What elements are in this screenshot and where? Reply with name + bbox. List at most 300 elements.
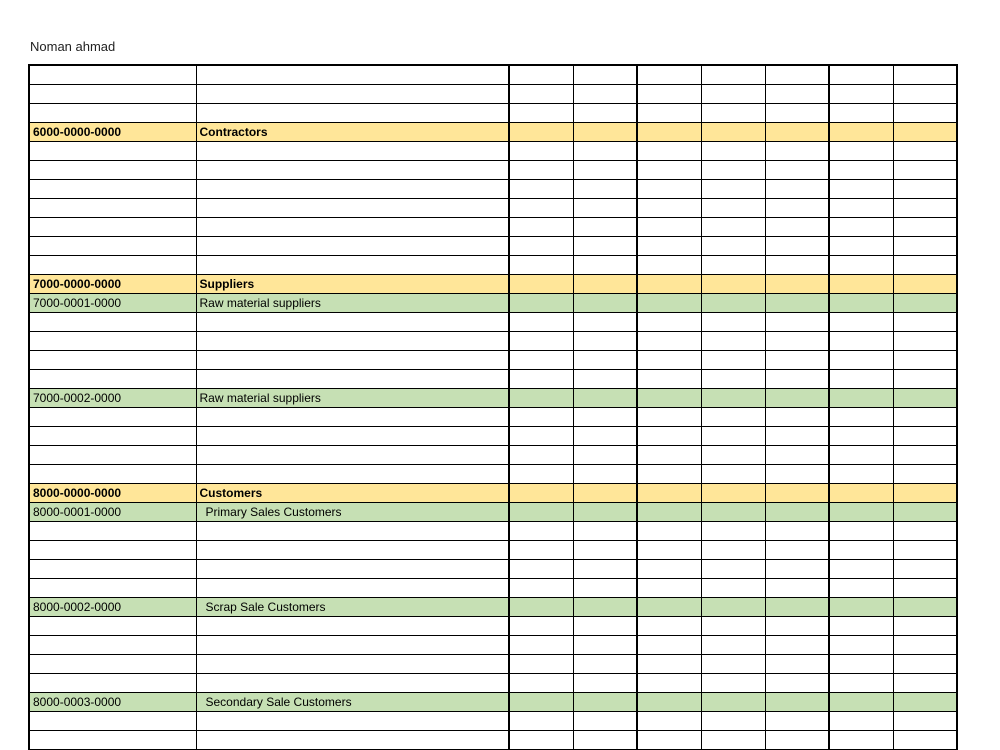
value-cell[interactable] bbox=[765, 579, 829, 598]
value-cell[interactable] bbox=[509, 370, 573, 389]
value-cell[interactable] bbox=[509, 560, 573, 579]
value-cell[interactable] bbox=[765, 522, 829, 541]
account-code-cell[interactable] bbox=[29, 427, 196, 446]
value-cell[interactable] bbox=[509, 541, 573, 560]
account-name-cell[interactable]: Secondary Sale Customers bbox=[196, 693, 509, 712]
value-cell[interactable] bbox=[893, 218, 957, 237]
value-cell[interactable] bbox=[829, 389, 893, 408]
account-name-cell[interactable] bbox=[196, 161, 509, 180]
value-cell[interactable] bbox=[573, 218, 637, 237]
account-code-cell[interactable] bbox=[29, 541, 196, 560]
value-cell[interactable] bbox=[637, 427, 701, 446]
value-cell[interactable] bbox=[509, 332, 573, 351]
value-cell[interactable] bbox=[893, 180, 957, 199]
account-code-cell[interactable] bbox=[29, 370, 196, 389]
value-cell[interactable] bbox=[701, 237, 765, 256]
value-cell[interactable] bbox=[573, 370, 637, 389]
value-cell[interactable] bbox=[893, 465, 957, 484]
value-cell[interactable] bbox=[509, 256, 573, 275]
value-cell[interactable] bbox=[765, 731, 829, 750]
account-code-cell[interactable] bbox=[29, 712, 196, 731]
value-cell[interactable] bbox=[701, 408, 765, 427]
value-cell[interactable] bbox=[701, 503, 765, 522]
value-cell[interactable] bbox=[637, 351, 701, 370]
value-cell[interactable] bbox=[829, 161, 893, 180]
value-cell[interactable] bbox=[829, 522, 893, 541]
value-cell[interactable] bbox=[765, 161, 829, 180]
account-code-cell[interactable] bbox=[29, 313, 196, 332]
value-cell[interactable] bbox=[701, 484, 765, 503]
account-name-cell[interactable] bbox=[196, 370, 509, 389]
value-cell[interactable] bbox=[637, 446, 701, 465]
account-name-cell[interactable] bbox=[196, 674, 509, 693]
value-cell[interactable] bbox=[701, 275, 765, 294]
value-cell[interactable] bbox=[829, 218, 893, 237]
value-cell[interactable] bbox=[637, 674, 701, 693]
account-code-cell[interactable]: 6000-0000-0000 bbox=[29, 123, 196, 142]
value-cell[interactable] bbox=[701, 655, 765, 674]
value-cell[interactable] bbox=[573, 617, 637, 636]
account-name-cell[interactable] bbox=[196, 142, 509, 161]
value-cell[interactable] bbox=[701, 389, 765, 408]
value-cell[interactable] bbox=[765, 598, 829, 617]
value-cell[interactable] bbox=[637, 294, 701, 313]
account-code-cell[interactable] bbox=[29, 408, 196, 427]
value-cell[interactable] bbox=[509, 655, 573, 674]
value-cell[interactable] bbox=[637, 636, 701, 655]
account-code-cell[interactable]: 7000-0000-0000 bbox=[29, 275, 196, 294]
value-cell[interactable] bbox=[701, 560, 765, 579]
value-cell[interactable] bbox=[637, 104, 701, 123]
value-cell[interactable] bbox=[509, 237, 573, 256]
value-cell[interactable] bbox=[573, 712, 637, 731]
account-name-cell[interactable] bbox=[196, 199, 509, 218]
account-name-cell[interactable] bbox=[196, 256, 509, 275]
value-cell[interactable] bbox=[829, 142, 893, 161]
value-cell[interactable] bbox=[829, 123, 893, 142]
value-cell[interactable] bbox=[893, 579, 957, 598]
value-cell[interactable] bbox=[829, 636, 893, 655]
value-cell[interactable] bbox=[829, 275, 893, 294]
value-cell[interactable] bbox=[509, 65, 573, 85]
account-code-cell[interactable] bbox=[29, 142, 196, 161]
value-cell[interactable] bbox=[509, 275, 573, 294]
value-cell[interactable] bbox=[829, 731, 893, 750]
value-cell[interactable] bbox=[509, 161, 573, 180]
value-cell[interactable] bbox=[701, 674, 765, 693]
account-code-cell[interactable] bbox=[29, 560, 196, 579]
value-cell[interactable] bbox=[573, 541, 637, 560]
value-cell[interactable] bbox=[829, 693, 893, 712]
value-cell[interactable] bbox=[765, 142, 829, 161]
value-cell[interactable] bbox=[765, 636, 829, 655]
value-cell[interactable] bbox=[893, 237, 957, 256]
account-name-cell[interactable] bbox=[196, 313, 509, 332]
account-name-cell[interactable]: Raw material suppliers bbox=[196, 389, 509, 408]
account-name-cell[interactable] bbox=[196, 579, 509, 598]
value-cell[interactable] bbox=[701, 294, 765, 313]
account-code-cell[interactable] bbox=[29, 85, 196, 104]
value-cell[interactable] bbox=[765, 484, 829, 503]
value-cell[interactable] bbox=[637, 598, 701, 617]
account-code-cell[interactable] bbox=[29, 579, 196, 598]
account-code-cell[interactable]: 8000-0001-0000 bbox=[29, 503, 196, 522]
value-cell[interactable] bbox=[893, 104, 957, 123]
value-cell[interactable] bbox=[509, 104, 573, 123]
value-cell[interactable] bbox=[829, 465, 893, 484]
account-name-cell[interactable] bbox=[196, 712, 509, 731]
account-code-cell[interactable] bbox=[29, 104, 196, 123]
value-cell[interactable] bbox=[765, 541, 829, 560]
value-cell[interactable] bbox=[829, 503, 893, 522]
account-code-cell[interactable] bbox=[29, 351, 196, 370]
value-cell[interactable] bbox=[509, 389, 573, 408]
value-cell[interactable] bbox=[829, 560, 893, 579]
value-cell[interactable] bbox=[829, 85, 893, 104]
account-code-cell[interactable] bbox=[29, 617, 196, 636]
account-name-cell[interactable]: Primary Sales Customers bbox=[196, 503, 509, 522]
value-cell[interactable] bbox=[637, 275, 701, 294]
value-cell[interactable] bbox=[765, 313, 829, 332]
value-cell[interactable] bbox=[701, 332, 765, 351]
account-name-cell[interactable] bbox=[196, 65, 509, 85]
value-cell[interactable] bbox=[573, 313, 637, 332]
value-cell[interactable] bbox=[765, 655, 829, 674]
value-cell[interactable] bbox=[573, 389, 637, 408]
value-cell[interactable] bbox=[765, 427, 829, 446]
value-cell[interactable] bbox=[637, 256, 701, 275]
value-cell[interactable] bbox=[701, 123, 765, 142]
value-cell[interactable] bbox=[893, 598, 957, 617]
value-cell[interactable] bbox=[509, 465, 573, 484]
value-cell[interactable] bbox=[893, 389, 957, 408]
value-cell[interactable] bbox=[573, 522, 637, 541]
value-cell[interactable] bbox=[701, 313, 765, 332]
account-name-cell[interactable] bbox=[196, 731, 509, 750]
account-name-cell[interactable] bbox=[196, 427, 509, 446]
value-cell[interactable] bbox=[509, 674, 573, 693]
value-cell[interactable] bbox=[701, 161, 765, 180]
value-cell[interactable] bbox=[637, 712, 701, 731]
account-code-cell[interactable] bbox=[29, 218, 196, 237]
value-cell[interactable] bbox=[893, 484, 957, 503]
value-cell[interactable] bbox=[765, 370, 829, 389]
account-code-cell[interactable]: 8000-0003-0000 bbox=[29, 693, 196, 712]
account-code-cell[interactable] bbox=[29, 655, 196, 674]
value-cell[interactable] bbox=[765, 218, 829, 237]
value-cell[interactable] bbox=[893, 446, 957, 465]
account-code-cell[interactable]: 8000-0002-0000 bbox=[29, 598, 196, 617]
account-name-cell[interactable]: Customers bbox=[196, 484, 509, 503]
account-name-cell[interactable] bbox=[196, 541, 509, 560]
value-cell[interactable] bbox=[893, 693, 957, 712]
account-name-cell[interactable]: Suppliers bbox=[196, 275, 509, 294]
value-cell[interactable] bbox=[829, 408, 893, 427]
value-cell[interactable] bbox=[573, 65, 637, 85]
value-cell[interactable] bbox=[509, 123, 573, 142]
value-cell[interactable] bbox=[829, 446, 893, 465]
value-cell[interactable] bbox=[829, 370, 893, 389]
value-cell[interactable] bbox=[701, 446, 765, 465]
value-cell[interactable] bbox=[765, 693, 829, 712]
account-name-cell[interactable]: Raw material suppliers bbox=[196, 294, 509, 313]
value-cell[interactable] bbox=[765, 712, 829, 731]
value-cell[interactable] bbox=[829, 180, 893, 199]
value-cell[interactable] bbox=[573, 161, 637, 180]
value-cell[interactable] bbox=[893, 275, 957, 294]
value-cell[interactable] bbox=[637, 218, 701, 237]
value-cell[interactable] bbox=[829, 294, 893, 313]
value-cell[interactable] bbox=[573, 294, 637, 313]
value-cell[interactable] bbox=[509, 522, 573, 541]
value-cell[interactable] bbox=[573, 579, 637, 598]
value-cell[interactable] bbox=[637, 332, 701, 351]
value-cell[interactable] bbox=[573, 104, 637, 123]
value-cell[interactable] bbox=[893, 427, 957, 446]
value-cell[interactable] bbox=[893, 199, 957, 218]
value-cell[interactable] bbox=[829, 427, 893, 446]
value-cell[interactable] bbox=[509, 484, 573, 503]
value-cell[interactable] bbox=[701, 617, 765, 636]
value-cell[interactable] bbox=[509, 579, 573, 598]
value-cell[interactable] bbox=[509, 598, 573, 617]
value-cell[interactable] bbox=[829, 256, 893, 275]
account-code-cell[interactable] bbox=[29, 674, 196, 693]
value-cell[interactable] bbox=[893, 674, 957, 693]
account-code-cell[interactable] bbox=[29, 65, 196, 85]
value-cell[interactable] bbox=[829, 332, 893, 351]
value-cell[interactable] bbox=[893, 294, 957, 313]
value-cell[interactable] bbox=[701, 465, 765, 484]
value-cell[interactable] bbox=[509, 617, 573, 636]
value-cell[interactable] bbox=[509, 351, 573, 370]
value-cell[interactable] bbox=[637, 313, 701, 332]
value-cell[interactable] bbox=[509, 731, 573, 750]
value-cell[interactable] bbox=[893, 712, 957, 731]
account-name-cell[interactable] bbox=[196, 408, 509, 427]
value-cell[interactable] bbox=[893, 522, 957, 541]
account-name-cell[interactable] bbox=[196, 104, 509, 123]
value-cell[interactable] bbox=[637, 522, 701, 541]
account-code-cell[interactable] bbox=[29, 522, 196, 541]
value-cell[interactable] bbox=[573, 142, 637, 161]
account-name-cell[interactable] bbox=[196, 446, 509, 465]
account-name-cell[interactable] bbox=[196, 218, 509, 237]
value-cell[interactable] bbox=[829, 104, 893, 123]
value-cell[interactable] bbox=[701, 541, 765, 560]
value-cell[interactable] bbox=[509, 180, 573, 199]
value-cell[interactable] bbox=[637, 484, 701, 503]
account-code-cell[interactable]: 7000-0002-0000 bbox=[29, 389, 196, 408]
value-cell[interactable] bbox=[893, 370, 957, 389]
value-cell[interactable] bbox=[573, 123, 637, 142]
value-cell[interactable] bbox=[765, 256, 829, 275]
value-cell[interactable] bbox=[573, 408, 637, 427]
value-cell[interactable] bbox=[893, 351, 957, 370]
value-cell[interactable] bbox=[893, 85, 957, 104]
value-cell[interactable] bbox=[701, 199, 765, 218]
value-cell[interactable] bbox=[893, 142, 957, 161]
value-cell[interactable] bbox=[765, 351, 829, 370]
value-cell[interactable] bbox=[893, 560, 957, 579]
value-cell[interactable] bbox=[893, 503, 957, 522]
value-cell[interactable] bbox=[573, 256, 637, 275]
value-cell[interactable] bbox=[765, 123, 829, 142]
value-cell[interactable] bbox=[829, 617, 893, 636]
value-cell[interactable] bbox=[637, 617, 701, 636]
value-cell[interactable] bbox=[509, 408, 573, 427]
value-cell[interactable] bbox=[765, 180, 829, 199]
account-code-cell[interactable] bbox=[29, 237, 196, 256]
account-name-cell[interactable] bbox=[196, 332, 509, 351]
value-cell[interactable] bbox=[701, 427, 765, 446]
value-cell[interactable] bbox=[701, 142, 765, 161]
value-cell[interactable] bbox=[573, 731, 637, 750]
value-cell[interactable] bbox=[573, 446, 637, 465]
value-cell[interactable] bbox=[637, 199, 701, 218]
value-cell[interactable] bbox=[637, 123, 701, 142]
value-cell[interactable] bbox=[701, 636, 765, 655]
value-cell[interactable] bbox=[893, 161, 957, 180]
account-name-cell[interactable] bbox=[196, 522, 509, 541]
value-cell[interactable] bbox=[765, 389, 829, 408]
value-cell[interactable] bbox=[829, 313, 893, 332]
account-code-cell[interactable] bbox=[29, 332, 196, 351]
account-code-cell[interactable] bbox=[29, 180, 196, 199]
value-cell[interactable] bbox=[893, 256, 957, 275]
value-cell[interactable] bbox=[573, 275, 637, 294]
value-cell[interactable] bbox=[765, 560, 829, 579]
value-cell[interactable] bbox=[701, 85, 765, 104]
value-cell[interactable] bbox=[701, 370, 765, 389]
value-cell[interactable] bbox=[893, 617, 957, 636]
value-cell[interactable] bbox=[765, 85, 829, 104]
value-cell[interactable] bbox=[637, 142, 701, 161]
value-cell[interactable] bbox=[573, 427, 637, 446]
value-cell[interactable] bbox=[637, 180, 701, 199]
value-cell[interactable] bbox=[573, 237, 637, 256]
value-cell[interactable] bbox=[701, 712, 765, 731]
value-cell[interactable] bbox=[765, 674, 829, 693]
value-cell[interactable] bbox=[701, 218, 765, 237]
value-cell[interactable] bbox=[573, 484, 637, 503]
value-cell[interactable] bbox=[573, 560, 637, 579]
value-cell[interactable] bbox=[509, 503, 573, 522]
account-code-cell[interactable] bbox=[29, 256, 196, 275]
value-cell[interactable] bbox=[829, 237, 893, 256]
account-name-cell[interactable] bbox=[196, 636, 509, 655]
value-cell[interactable] bbox=[765, 617, 829, 636]
value-cell[interactable] bbox=[765, 332, 829, 351]
account-code-cell[interactable] bbox=[29, 731, 196, 750]
value-cell[interactable] bbox=[637, 541, 701, 560]
account-name-cell[interactable] bbox=[196, 180, 509, 199]
value-cell[interactable] bbox=[573, 199, 637, 218]
value-cell[interactable] bbox=[765, 446, 829, 465]
value-cell[interactable] bbox=[573, 180, 637, 199]
value-cell[interactable] bbox=[765, 465, 829, 484]
value-cell[interactable] bbox=[765, 275, 829, 294]
account-code-cell[interactable] bbox=[29, 199, 196, 218]
value-cell[interactable] bbox=[893, 541, 957, 560]
value-cell[interactable] bbox=[893, 636, 957, 655]
value-cell[interactable] bbox=[573, 655, 637, 674]
account-code-cell[interactable]: 7000-0001-0000 bbox=[29, 294, 196, 313]
value-cell[interactable] bbox=[637, 65, 701, 85]
account-name-cell[interactable] bbox=[196, 617, 509, 636]
value-cell[interactable] bbox=[829, 541, 893, 560]
value-cell[interactable] bbox=[701, 351, 765, 370]
value-cell[interactable] bbox=[637, 370, 701, 389]
account-code-cell[interactable] bbox=[29, 465, 196, 484]
value-cell[interactable] bbox=[573, 674, 637, 693]
value-cell[interactable] bbox=[701, 598, 765, 617]
account-name-cell[interactable] bbox=[196, 351, 509, 370]
value-cell[interactable] bbox=[893, 408, 957, 427]
account-code-cell[interactable] bbox=[29, 446, 196, 465]
value-cell[interactable] bbox=[637, 465, 701, 484]
value-cell[interactable] bbox=[509, 427, 573, 446]
value-cell[interactable] bbox=[637, 655, 701, 674]
account-name-cell[interactable] bbox=[196, 560, 509, 579]
account-name-cell[interactable] bbox=[196, 237, 509, 256]
value-cell[interactable] bbox=[637, 503, 701, 522]
account-code-cell[interactable] bbox=[29, 161, 196, 180]
value-cell[interactable] bbox=[829, 579, 893, 598]
value-cell[interactable] bbox=[509, 85, 573, 104]
value-cell[interactable] bbox=[701, 579, 765, 598]
value-cell[interactable] bbox=[701, 731, 765, 750]
value-cell[interactable] bbox=[829, 351, 893, 370]
value-cell[interactable] bbox=[573, 85, 637, 104]
value-cell[interactable] bbox=[765, 408, 829, 427]
value-cell[interactable] bbox=[573, 693, 637, 712]
value-cell[interactable] bbox=[509, 693, 573, 712]
value-cell[interactable] bbox=[637, 579, 701, 598]
value-cell[interactable] bbox=[509, 636, 573, 655]
value-cell[interactable] bbox=[893, 655, 957, 674]
value-cell[interactable] bbox=[701, 65, 765, 85]
value-cell[interactable] bbox=[765, 199, 829, 218]
value-cell[interactable] bbox=[701, 104, 765, 123]
value-cell[interactable] bbox=[637, 693, 701, 712]
value-cell[interactable] bbox=[637, 237, 701, 256]
account-name-cell[interactable] bbox=[196, 655, 509, 674]
value-cell[interactable] bbox=[509, 294, 573, 313]
value-cell[interactable] bbox=[573, 351, 637, 370]
value-cell[interactable] bbox=[701, 522, 765, 541]
value-cell[interactable] bbox=[701, 256, 765, 275]
value-cell[interactable] bbox=[829, 65, 893, 85]
value-cell[interactable] bbox=[637, 161, 701, 180]
value-cell[interactable] bbox=[509, 313, 573, 332]
value-cell[interactable] bbox=[765, 503, 829, 522]
value-cell[interactable] bbox=[573, 598, 637, 617]
value-cell[interactable] bbox=[765, 104, 829, 123]
value-cell[interactable] bbox=[701, 693, 765, 712]
value-cell[interactable] bbox=[765, 237, 829, 256]
account-name-cell[interactable]: Contractors bbox=[196, 123, 509, 142]
account-name-cell[interactable]: Scrap Sale Customers bbox=[196, 598, 509, 617]
value-cell[interactable] bbox=[637, 408, 701, 427]
value-cell[interactable] bbox=[637, 389, 701, 408]
value-cell[interactable] bbox=[573, 465, 637, 484]
value-cell[interactable] bbox=[637, 85, 701, 104]
value-cell[interactable] bbox=[893, 332, 957, 351]
value-cell[interactable] bbox=[829, 484, 893, 503]
value-cell[interactable] bbox=[509, 142, 573, 161]
value-cell[interactable] bbox=[893, 313, 957, 332]
